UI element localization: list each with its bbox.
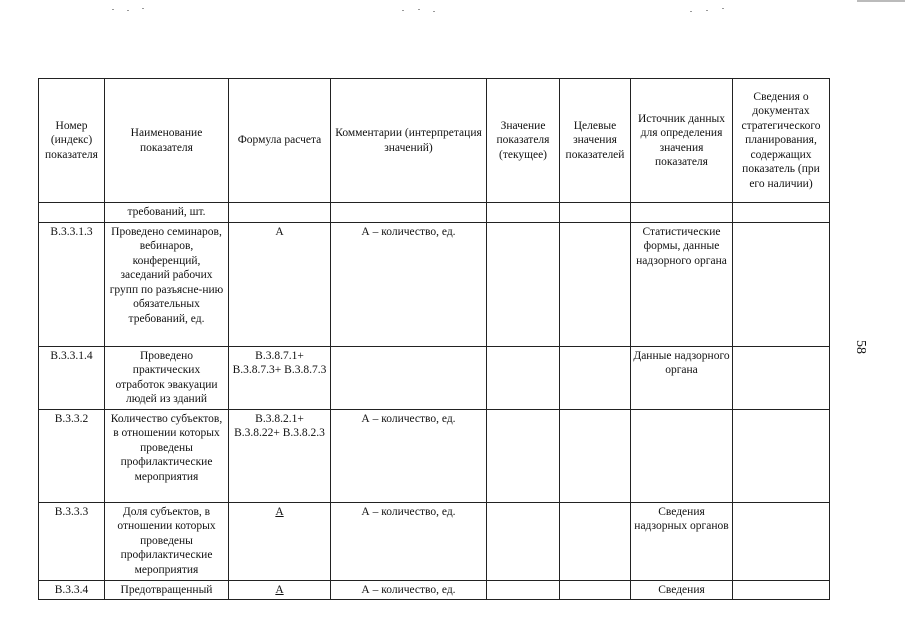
cell-current-value (487, 409, 560, 502)
header-source: Источник данных для определения значения показателя (631, 79, 733, 203)
cell-name: Проведено семинаров, вебинаров, конференций, заседаний рабочих групп по разъясне-нию обязательных требований, ед. (105, 222, 229, 346)
table-header-row (39, 79, 830, 203)
cell-comments: А – количество, ед. (331, 502, 487, 580)
continuation-name: требований, шт. (105, 203, 229, 223)
scan-noise (0, 6, 905, 18)
cell-index: В.3.3.3 (39, 502, 105, 580)
cell-strategic-docs (733, 580, 830, 600)
cell-target (560, 409, 631, 502)
cell-source (631, 409, 733, 502)
cell-target (560, 580, 631, 600)
cell-formula: А (229, 502, 331, 580)
table-row-continuation (39, 203, 830, 223)
cell-formula: В.3.8.2.1+ В.3.8.22+ В.3.8.2.3 (229, 409, 331, 502)
page-number: 58 (853, 340, 868, 354)
cell-formula: В.3.8.7.1+ В.3.8.7.3+ В.3.8.7.3 (229, 346, 331, 409)
cell-target (560, 502, 631, 580)
table-row (39, 502, 830, 580)
cell-current-value (487, 502, 560, 580)
cell-strategic-docs (733, 502, 830, 580)
table-row (39, 346, 830, 409)
cell-formula: А (229, 222, 331, 346)
cell-comments: А – количество, ед. (331, 222, 487, 346)
header-name: Наименование показателя (105, 79, 229, 203)
indicator-table (38, 78, 830, 600)
cell-comments (331, 346, 487, 409)
scan-edge-mark (857, 0, 905, 2)
header-strategic-docs: Сведения о документах стратегического планирования, содержащих показатель (при его наличии) (733, 79, 830, 203)
table-row (39, 409, 830, 502)
cell-current-value (487, 222, 560, 346)
cell-name: Количество субъектов, в отношении которых проведены профилактические мероприятия (105, 409, 229, 502)
cell-name: Доля субъектов, в отношении которых проведены профилактические мероприятия (105, 502, 229, 580)
cell-source: Сведения (631, 580, 733, 600)
cell-strategic-docs (733, 409, 830, 502)
header-index: Номер (индекс) показателя (39, 79, 105, 203)
cell-source: Статистические формы, данные надзорного органа (631, 222, 733, 346)
cell-current-value (487, 346, 560, 409)
cell-source: Данные надзорного органа (631, 346, 733, 409)
cell-index: В.3.3.4 (39, 580, 105, 600)
table-row (39, 222, 830, 346)
cell-target (560, 222, 631, 346)
cell-index: В.3.3.1.4 (39, 346, 105, 409)
cell-formula: А (229, 580, 331, 600)
cell-strategic-docs (733, 222, 830, 346)
cell-target (560, 346, 631, 409)
cell-name: Проведено практических отработок эвакуации людей из зданий (105, 346, 229, 409)
cell-strategic-docs (733, 346, 830, 409)
cell-index: В.3.3.2 (39, 409, 105, 502)
cell-current-value (487, 580, 560, 600)
cell-source: Сведения надзорных органов (631, 502, 733, 580)
header-target: Целевые значения показателей (560, 79, 631, 203)
cell-index: В.3.3.1.3 (39, 222, 105, 346)
header-current-value: Значение показателя (текущее) (487, 79, 560, 203)
cell-comments: А – количество, ед. (331, 409, 487, 502)
header-comments: Комментарии (интерпретация значений) (331, 79, 487, 203)
cell-name: Предотвращенный (105, 580, 229, 600)
header-formula: Формула расчета (229, 79, 331, 203)
cell-comments: А – количество, ед. (331, 580, 487, 600)
table-row (39, 580, 830, 600)
